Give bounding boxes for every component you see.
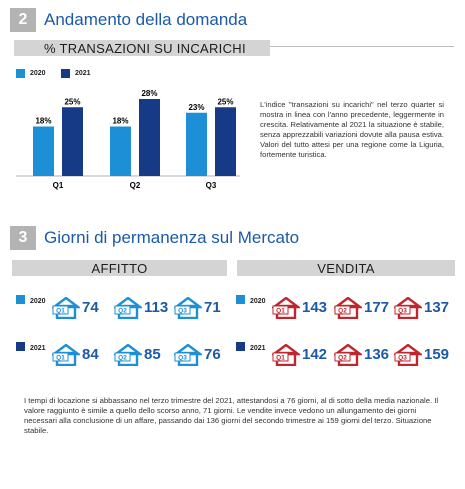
bar-value-label: 23% [188, 102, 205, 112]
svg-text:Q3: Q3 [398, 307, 407, 315]
vendita-label: VENDITA [317, 260, 375, 276]
svg-text:Q2: Q2 [118, 354, 127, 362]
category-label-Q1: Q1 [52, 181, 64, 190]
affitto-y2021-swatch [16, 342, 25, 351]
section-heading: Giorni di permanenza sul Mercato [44, 228, 300, 247]
svg-text:Q2: Q2 [338, 354, 347, 362]
bar-Q1-2021 [62, 107, 83, 176]
section-3-title [10, 226, 299, 250]
house-q1-icon [272, 344, 300, 371]
section-number: 2 [10, 8, 36, 32]
affitto-label: AFFITTO [91, 260, 148, 276]
legend-label-2021: 2021 [75, 70, 91, 77]
svg-text:Q1: Q1 [56, 354, 65, 362]
svg-text:Q1: Q1 [276, 307, 285, 315]
house-q2-icon [334, 344, 362, 371]
legend-swatch-2021 [61, 69, 70, 78]
house-q1-icon [52, 297, 80, 324]
affitto-y2020-swatch [16, 295, 25, 304]
svg-text:Q2: Q2 [338, 307, 347, 315]
house-q2-icon [114, 344, 142, 371]
vendita-y2021-q1-value: 142 [302, 346, 328, 363]
house-q3-icon [174, 344, 202, 371]
svg-text:Q3: Q3 [178, 307, 187, 315]
bar-Q3-2020 [186, 113, 207, 176]
bar-value-label: 25% [64, 97, 81, 107]
affitto-y2020-q1-value: 74 [82, 299, 99, 316]
affitto-bar [12, 260, 227, 276]
section-number: 3 [10, 226, 36, 250]
vendita-bar [237, 260, 455, 276]
chart-description: L'indice "transazioni su incarichi" nel terzo quarter si mostra in linea con l'anno precedente, leggermente in crescita. Relativamente al 2021 la situazione è stabile, senza apprezzabili variazioni dovute alla pausa estiva. Valori del tutto attesi per una regione come la Liguria, fortemente turistica. [260, 100, 444, 159]
affitto-y2020-year-label: 2020 [30, 298, 46, 305]
vendita-y2021-q3-value: 159 [424, 346, 450, 363]
house-q3-icon [174, 297, 202, 324]
chart-title: % TRANSAZIONI SU INCARICHI [44, 40, 246, 56]
category-label-Q3: Q3 [205, 181, 217, 190]
house-q3-icon [394, 297, 422, 324]
bar-Q2-2020 [110, 127, 131, 177]
house-q2-icon [334, 297, 362, 324]
vendita-y2020-q2-value: 177 [364, 299, 390, 316]
svg-text:Q1: Q1 [56, 307, 65, 315]
house-q1-icon [272, 297, 300, 324]
vendita-y2021-q2-value: 136 [364, 346, 390, 363]
vendita-y2020-swatch [236, 295, 245, 304]
svg-text:Q3: Q3 [178, 354, 187, 362]
legend-label-2020: 2020 [30, 70, 46, 77]
affitto-y2021-q2-value: 85 [144, 346, 161, 363]
chart-title-bar [14, 40, 270, 56]
bar-value-label: 25% [217, 97, 234, 107]
bar-Q1-2020 [33, 127, 54, 177]
affitto-y2021-q3-value: 76 [204, 346, 221, 363]
days-description: I tempi di locazione si abbassano nel terzo trimestre del 2021, attestandosi a 76 giorni, al di sotto della media nazionale. Il valore raggiunto è simile a quello dello scorso anno, 71 giorni. Le vendite invece vedono un allungamento dei giorni necessari alla conclusione di un affare, passando dai 136 giorni del secondo trimestre ai 159 giorni del terzo. Situazione stabile. [24, 396, 439, 435]
svg-text:Q2: Q2 [118, 307, 127, 315]
bar-chart [0, 80, 240, 200]
house-q1-icon [52, 344, 80, 371]
vendita-y2020-q3-value: 137 [424, 299, 450, 316]
house-q2-icon [114, 297, 142, 324]
affitto-y2021-q1-value: 84 [82, 346, 99, 363]
bar-Q3-2021 [215, 107, 236, 176]
chart-title-line [238, 46, 454, 47]
vendita-y2021-swatch [236, 342, 245, 351]
affitto-y2021-year-label: 2021 [30, 345, 46, 352]
vendita-y2021-year-label: 2021 [250, 345, 266, 352]
bar-value-label: 18% [35, 116, 52, 126]
vendita-y2020-q1-value: 143 [302, 299, 328, 316]
affitto-y2020-q3-value: 71 [204, 299, 221, 316]
bar-value-label: 18% [112, 116, 129, 126]
vendita-y2020-year-label: 2020 [250, 298, 266, 305]
affitto-y2020-q2-value: 113 [144, 299, 169, 316]
category-label-Q2: Q2 [129, 181, 141, 190]
section-heading: Andamento della domanda [44, 10, 248, 29]
house-q3-icon [394, 344, 422, 371]
legend-swatch-2020 [16, 69, 25, 78]
section-2-title [10, 8, 247, 32]
bar-value-label: 28% [141, 89, 158, 98]
bar-Q2-2021 [139, 99, 160, 176]
svg-text:Q1: Q1 [276, 354, 285, 362]
svg-text:Q3: Q3 [398, 354, 407, 362]
